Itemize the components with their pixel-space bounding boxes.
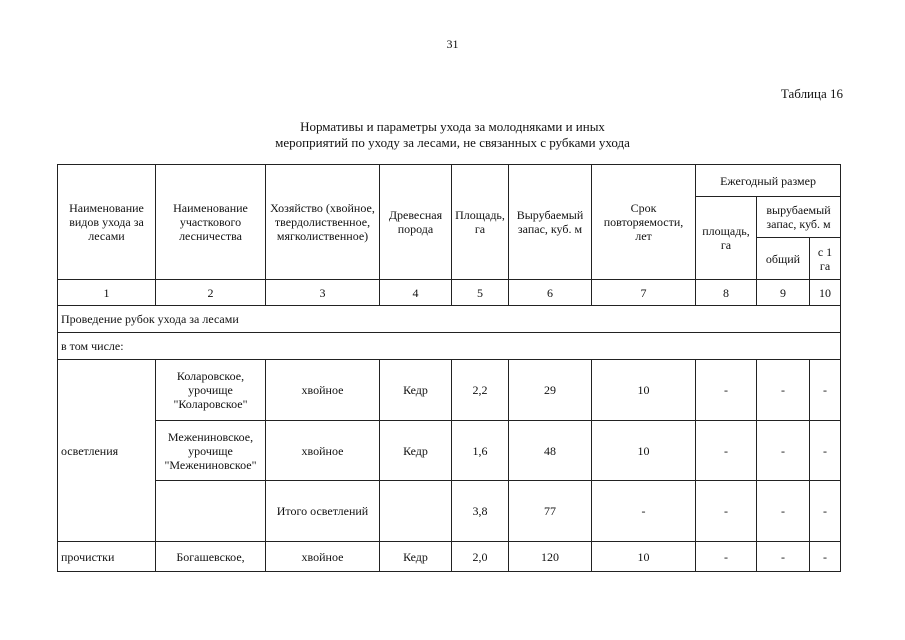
farm-cell: хвойное: [266, 421, 380, 481]
table-title: [0, 119, 905, 151]
annual-per-ha-cell: -: [810, 421, 841, 481]
table-title-line-2: мероприятий по уходу за лесами, не связанных с рубками ухода: [275, 135, 630, 150]
header-row-1: [58, 165, 841, 197]
annual-area-cell: -: [696, 360, 757, 421]
including-row: [58, 333, 841, 360]
farm-cell: хвойное: [266, 360, 380, 421]
column-number: 4: [380, 280, 452, 306]
total-volume-cell: 77: [509, 481, 592, 542]
table-title-line-1: Нормативы и параметры ухода за молодняками и иных: [300, 119, 605, 134]
table-row: [58, 542, 841, 572]
header-annual-cut-volume: вырубаемый запас, куб. м: [757, 197, 841, 238]
species-cell: [380, 481, 452, 542]
care-type-osvetleniya: осветления: [58, 360, 156, 542]
annual-area-cell: -: [696, 421, 757, 481]
species-cell: Кедр: [380, 421, 452, 481]
including-label: в том числе:: [58, 333, 841, 360]
annual-per-ha-cell: -: [810, 542, 841, 572]
table-row: [58, 421, 841, 481]
page-number: 31: [446, 37, 459, 51]
header-annual-size: Ежегодный размер: [696, 165, 841, 197]
total-annual-per-ha-cell: -: [810, 481, 841, 542]
volume-cell: 120: [509, 542, 592, 572]
period-cell: 10: [592, 542, 696, 572]
volume-cell: 29: [509, 360, 592, 421]
total-annual-area-cell: -: [696, 481, 757, 542]
period-cell: 10: [592, 360, 696, 421]
annual-per-ha-cell: -: [810, 360, 841, 421]
header-repeat-period: Срок повторяемости, лет: [592, 165, 696, 280]
header-annual-area: площадь, га: [696, 197, 757, 280]
annual-total-cell: -: [757, 542, 810, 572]
column-number: 8: [696, 280, 757, 306]
total-annual-total-cell: -: [757, 481, 810, 542]
forestry-cell: [156, 481, 266, 542]
column-numbers-row: [58, 280, 841, 306]
forestry-cell: Богашевское,: [156, 542, 266, 572]
area-cell: 1,6: [452, 421, 509, 481]
header-care-type: Наименование видов ухода за лесами: [58, 165, 156, 280]
header-forestry: Наименование участкового лесничества: [156, 165, 266, 280]
column-number: 10: [810, 280, 841, 306]
volume-cell: 48: [509, 421, 592, 481]
species-cell: Кедр: [380, 542, 452, 572]
column-number: 1: [58, 280, 156, 306]
table-row: [58, 360, 841, 421]
farm-cell: хвойное: [266, 542, 380, 572]
period-cell: 10: [592, 421, 696, 481]
total-period-cell: -: [592, 481, 696, 542]
total-row: [58, 481, 841, 542]
forestry-cell: Межениновское, урочище "Межениновское": [156, 421, 266, 481]
column-number: 7: [592, 280, 696, 306]
annual-total-cell: -: [757, 421, 810, 481]
header-area: Площадь, га: [452, 165, 509, 280]
column-number: 2: [156, 280, 266, 306]
column-number: 5: [452, 280, 509, 306]
header-annual-total: общий: [757, 238, 810, 280]
annual-area-cell: -: [696, 542, 757, 572]
table-label: Таблица 16: [780, 86, 843, 101]
annual-total-cell: -: [757, 360, 810, 421]
column-number: 9: [757, 280, 810, 306]
section-row: [58, 306, 841, 333]
area-cell: 2,2: [452, 360, 509, 421]
header-annual-per-ha: с 1 га: [810, 238, 841, 280]
total-area-cell: 3,8: [452, 481, 509, 542]
header-farm-type: Хозяйство (хвойное, твердолиственное, мягколиственное): [266, 165, 380, 280]
total-label: Итого осветлений: [266, 481, 380, 542]
forestry-cell: Коларовское, урочище "Коларовское": [156, 360, 266, 421]
species-cell: Кедр: [380, 360, 452, 421]
area-cell: 2,0: [452, 542, 509, 572]
header-cut-volume: Вырубаемый запас, куб. м: [509, 165, 592, 280]
header-species: Древесная порода: [380, 165, 452, 280]
column-number: 3: [266, 280, 380, 306]
column-number: 6: [509, 280, 592, 306]
section-title: Проведение рубок ухода за лесами: [58, 306, 841, 333]
norms-table: [57, 164, 841, 572]
care-type-prochistki: прочистки: [58, 542, 156, 572]
